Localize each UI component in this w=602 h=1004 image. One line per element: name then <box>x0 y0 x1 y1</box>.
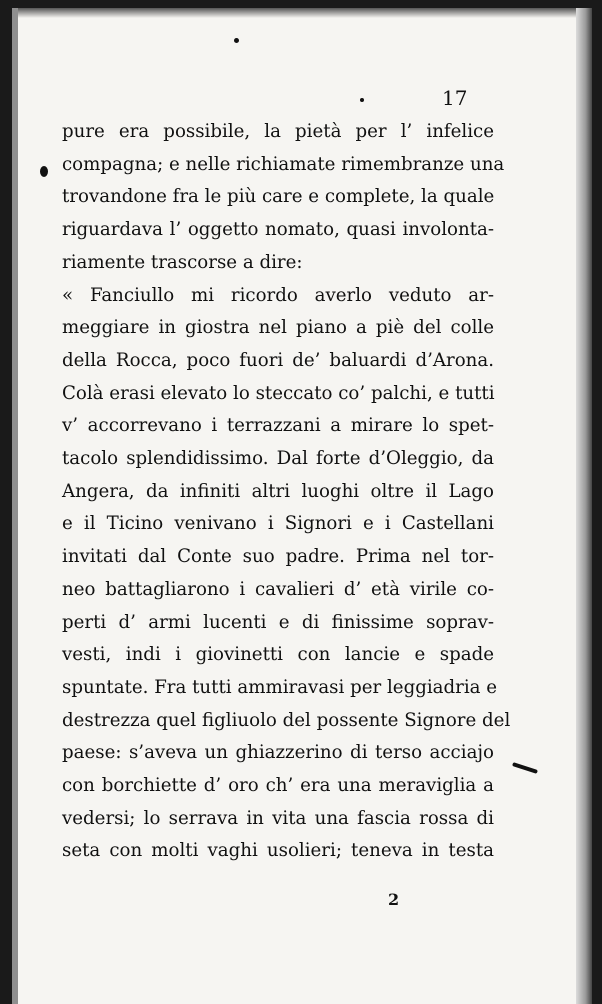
text-line: e il Ticino venivano i Signori e i Castellani <box>62 513 494 535</box>
text-line: neo battagliarono i cavalieri d’ età virile co- <box>62 578 494 600</box>
text-line: Angera, da infiniti altri luoghi oltre il Lago <box>62 480 494 502</box>
text-line: « Fanciullo mi ricordo averlo veduto ar- <box>62 284 494 306</box>
text-line: v’ accorrevano i terrazzani a mirare lo spet- <box>62 415 494 437</box>
ink-speck <box>40 166 48 177</box>
ink-stroke-mark <box>512 762 538 774</box>
ink-speck <box>234 38 239 43</box>
text-line: trovandone fra le più care e complete, la quale <box>62 186 495 208</box>
text-line: destrezza quel figliuolo del possente Signore del <box>62 709 511 731</box>
book-gutter-edge <box>576 8 592 1004</box>
text-line: tacolo splendidissimo. Dal forte d’Oleggio, da <box>62 448 494 470</box>
text-line: paese: s’aveva un ghiazzerino di terso acciajo <box>62 742 494 764</box>
text-line: riamente trascorse a dire: <box>62 251 303 273</box>
ink-speck <box>360 98 364 102</box>
text-line: seta con molti vaghi usolieri; teneva in testa <box>62 840 494 862</box>
book-page <box>12 8 592 1004</box>
text-line: invitati dal Conte suo padre. Prima nel tor- <box>62 546 494 568</box>
text-line: compagna; e nelle richiamate rimembranze una <box>62 153 505 175</box>
page-top-shadow <box>18 8 592 18</box>
text-line: della Rocca, poco fuori de’ baluardi d’Arona. <box>62 349 494 371</box>
text-line: vesti, indi i giovinetti con lancie e spade <box>62 644 494 666</box>
text-line: spuntate. Fra tutti ammiravasi per leggiadria e <box>62 676 498 698</box>
text-line: perti d’ armi lucenti e di finissime soprav- <box>62 611 494 633</box>
text-line: Colà erasi elevato lo steccato co’ palchi, e tutti <box>62 382 495 404</box>
text-line: con borchiette d’ oro ch’ era una meraviglia a <box>62 775 494 797</box>
text-line: meggiare in giostra nel piano a piè del colle <box>62 317 494 339</box>
page-number: 17 <box>442 86 468 110</box>
text-line: riguardava l’ oggetto nomato, quasi involonta- <box>62 219 494 241</box>
signature-mark: 2 <box>388 890 400 909</box>
text-line: pure era possibile, la pietà per l’ infelice <box>62 121 494 142</box>
body-text <box>62 116 511 868</box>
text-line: vedersi; lo serrava in vita una fascia rossa di <box>62 807 494 829</box>
